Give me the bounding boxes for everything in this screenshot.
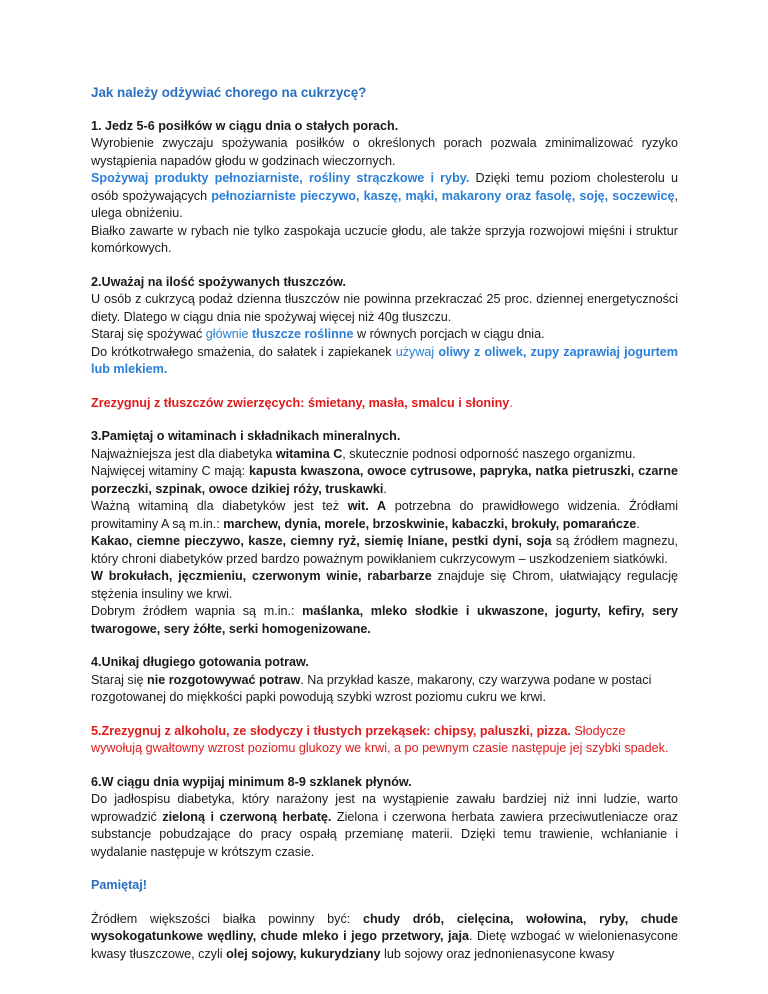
paragraph: Najwięcej witaminy C mają: kapusta kwaszona, owoce cytrusowe, papryka, natka pietruszki, czarne porzeczki, szpinak, owoce dzikiej róży, truskawki. bbox=[91, 464, 679, 496]
paragraph: Wyrobienie zwyczaju spożywania posiłków o określonych porach pozwala zminimalizować ryzyko wystąpienia napadów głodu w godzinach wieczornych. bbox=[91, 136, 678, 168]
paragraph: Do jadłospisu diabetyka, który narażony jest na wystąpienie zawału bardziej niż inni ludzie, warto wprowadzić zieloną i czerwoną herbatę. Zielona i czerwona herbata zawiera przeciwutleniacze oraz substancje pobudzające do pracy ospałą przemianę materii. Dzięki temu trawienie, wchłanianie i wydalanie następuje w krótszym czasie. bbox=[91, 792, 678, 859]
paragraph: Staraj się nie rozgotowywać potraw. Na przykład kasze, makarony, czy warzywa podane w postaci rozgotowanej do miękkości papki powodują szybki wzrost poziomu cukru we krwi. bbox=[91, 672, 652, 704]
page-title: Jak należy odżywiać chorego na cukrzycę? bbox=[91, 85, 367, 100]
document-body bbox=[91, 84, 678, 963]
section-heading: 4.Unikaj długiego gotowania potraw. bbox=[91, 655, 309, 669]
section-alcohol bbox=[91, 723, 678, 758]
paragraph: Ważną witaminą dla diabetyków jest też wit. A potrzebna do prawidłowego widzenia. Źródłami prowitaminy A są m.in.: marchew, dynia, morele, brzoskwinie, kabaczki, brokuły, pomarańcze. bbox=[91, 499, 679, 531]
section-meals bbox=[91, 118, 678, 258]
section-heading: 3.Pamiętaj o witaminach i składnikach mineralnych. bbox=[91, 429, 401, 443]
section-remember bbox=[91, 877, 678, 895]
section-heading: Pamiętaj! bbox=[91, 878, 147, 892]
warning-alcohol: 5.Zrezygnuj z alkoholu, ze słodyczy i tłustych przekąsek: chipsy, paluszki, pizza. Słodycze wywołują gwałtowny wzrost poziomu glukozy we krwi, a po pewnym czasie następuje jej szybki spadek. bbox=[91, 723, 669, 755]
paragraph: U osób z cukrzycą podaż dzienna tłuszczów nie powinna przekraczać 25 proc. dziennej energetyczności diety. Dlatego w ciągu dnia nie spożywaj więcej niż 40g tłuszczu. bbox=[91, 292, 678, 324]
paragraph: Najważniejsza jest dla diabetyka witamina C, skutecznie podnosi odporność naszego organizmu. bbox=[91, 446, 636, 461]
paragraph: Białko zawarte w rybach nie tylko zaspokaja uczucie głodu, ale także sprzyja rozwojowi mięśni i struktur komórkowych. bbox=[91, 223, 678, 255]
section-fats bbox=[91, 274, 678, 379]
paragraph: Kakao, ciemne pieczywo, kasze, ciemny ryż, siemię lniane, pestki dyni, soja są źródłem magnezu, który chroni diabetyków przed bardzo poważnym powikłaniem cukrzycowym – uszkodzeniem siatkówki. bbox=[91, 534, 678, 566]
paragraph: Spożywaj produkty pełnoziarniste, rośliny strączkowe i ryby. Dzięki temu poziom cholesterolu u osób spożywających pełnoziarniste pieczywo, kaszę, mąki, makarony oraz fasolę, soję, soczewicę, ulega obniżeniu. bbox=[91, 171, 678, 220]
paragraph: Źródłem większości białka powinny być: chudy drób, cielęcina, wołowina, ryby, chude wysokogatunkowe wędliny, chude mleko i jego przetwory, jaja. Dietę wzbogać w wielonienasycone kwasy tłuszczowe, czyli olej sojowy, kukurydziany lub sojowy oraz jednonienasycone kwasy bbox=[91, 911, 678, 961]
section-fluids bbox=[91, 774, 678, 862]
section-cooking bbox=[91, 654, 678, 707]
paragraph: Dobrym źródłem wapnia są m.in.: maślanka, mleko słodkie i ukwaszone, jogurty, kefiry, sery twarogowe, sery żółte, serki homogenizowane. bbox=[91, 604, 678, 636]
paragraph: W brokułach, jęczmieniu, czerwonym winie, rabarbarze znajduje się Chrom, ułatwiający regulację stężenia insuliny we krwi. bbox=[91, 569, 678, 601]
section-vitamins bbox=[91, 428, 678, 638]
section-heading: 1. Jedz 5-6 posiłków w ciągu dnia o stałych porach. bbox=[91, 118, 399, 133]
section-heading: 2.Uważaj na ilość spożywanych tłuszczów. bbox=[91, 274, 346, 289]
section-heading: 6.W ciągu dnia wypijaj minimum 8-9 szklanek płynów. bbox=[91, 774, 412, 789]
warning-animal-fats: Zrezygnuj z tłuszczów zwierzęcych: śmietany, masła, smalcu i słoniny. bbox=[91, 395, 513, 410]
paragraph: Do krótkotrwałego smażenia, do sałatek i zapiekanek używaj oliwy z oliwek, zupy zaprawiaj jogurtem lub mlekiem. bbox=[91, 344, 678, 376]
paragraph: Staraj się spożywać głównie tłuszcze roślinne w równych porcjach w ciągu dnia. bbox=[91, 327, 545, 341]
